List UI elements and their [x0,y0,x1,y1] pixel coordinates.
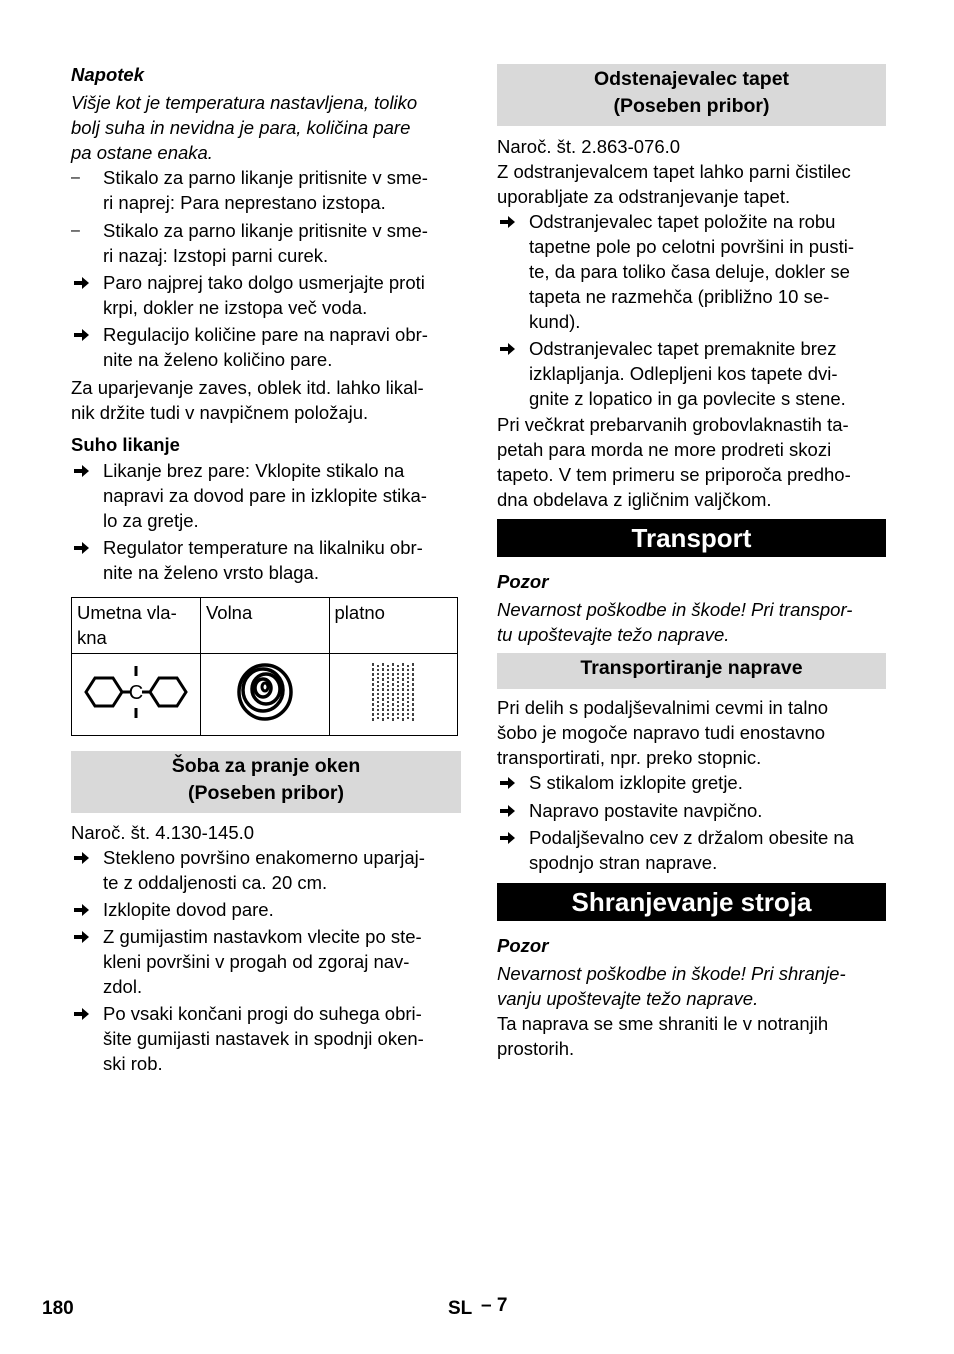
note-text: Višje kot je temperatura nastavljena, toliko bolj suha in nevidna je para, količina pare pa ostane enaka. [71,92,418,163]
list-item: Po vsaki končani progi do suhega obri- šite gumijasti nastavek in spodnji oken- ski rob. [71,1001,461,1076]
list-item: Likanje brez pare: Vklopite stikalo na napravi za dovod pare in izklopite stika- lo za gretje. [71,458,461,533]
arrow-right-icon [74,328,90,342]
caution-title: Pozor [497,935,549,956]
paragraph: Za uparjevanje zaves, oblek itd. lahko likal- nik držite tudi v navpičnem položaju. [71,377,424,423]
table-cell [200,654,329,736]
dash-bullet: – [71,169,80,186]
table-cell: Volna [200,598,329,654]
arrow-right-icon [500,831,516,845]
chapter-heading: Transport [497,519,886,557]
dash-bullet: – [71,222,80,239]
arrow-right-icon [500,776,516,790]
list-item: Odstranjevalec tapet položite na robu tapetne pole po celotni površini in pusti- te, da para toliko časa deluje, dokler se tapeta ne razmehča (približno 10 se- kund). [497,209,886,334]
paragraph: Ta naprava se sme shraniti le v notranjih prostorih. [497,1013,829,1059]
arrow-right-icon [74,276,90,290]
list-item: Regulator temperature na likalniku obr- nite na želeno vrsto blaga. [71,535,461,585]
list-item: Paro najprej tako dolgo usmerjajte proti krpi, dokler ne izstopa več voda. [71,270,461,320]
caution-text: Nevarnost poškodbe in škode! Pri shranje- vanju upoštevajte težo naprave. [497,963,846,1009]
arrow-right-icon [500,804,516,818]
list-item: Regulacijo količine pare na napravi obr- nite na želeno količino pare. [71,322,461,372]
table-cell: platno [329,598,458,654]
synthetic-fibre-icon [78,664,194,720]
arrow-right-icon [74,903,90,917]
list-item: – Stikalo za parno likanje pritisnite v sme- ri nazaj: Izstopi parni curek. [71,220,428,266]
arrow-right-icon [74,930,90,944]
list-item: Z gumijastim nastavkom vlecite po ste- kleni površini v progah od zgoraj nav- zdol. [71,924,461,999]
table-cell [72,654,201,736]
list-item: Izklopite dovod pare. [71,897,461,922]
list-item: Napravo postavite navpično. [497,798,886,823]
table-cell [329,654,458,736]
list-item: Stekleno površino enakomerno uparjaj- te z oddaljenosti ca. 20 cm. [71,845,461,895]
list-item: Podaljševalno cev z držalom obesite na spodnjo stran naprave. [497,825,886,875]
wool-icon [235,662,295,722]
section-title: Suho likanje [71,434,180,455]
order-number: Naroč. št. 4.130-145.0 [71,822,255,843]
chapter-heading: Shranjevanje stroja [497,883,886,921]
linen-icon [369,661,417,723]
fabric-table [71,597,458,736]
language-code: SL [448,1298,473,1319]
svg-text:C: C [128,681,144,704]
arrow-right-icon [500,342,516,356]
caution-text: Nevarnost poškodbe in škode! Pri transpor- tu upoštevajte težo naprave. [497,599,853,645]
arrow-right-icon [74,1007,90,1021]
caution-title: Pozor [497,571,549,592]
paragraph: Z odstranjevalcem tapet lahko parni čistilec uporabljate za odstranjevanje tapet. [497,161,851,207]
order-number: Naroč. št. 2.863-076.0 [497,136,681,157]
paragraph: Pri večkrat prebarvanih grobovlaknastih ta- petah para morda ne more prodreti skozi tapeto. V tem primeru se priporoča predho- dna obdelava z igličnim valjčkom. [497,414,851,510]
section-heading: Transportiranje naprave [497,653,886,689]
list-item: S stikalom izklopite gretje. [497,770,886,795]
paragraph: Pri delih s podaljševalnimi cevmi in talno šobo je mogoče napravo tudi enostavno transportirati, npr. preko stopnic. [497,697,829,768]
arrow-right-icon [500,215,516,229]
page-number: 180 [42,1298,74,1319]
table-cell: Umetna vla- kna [72,598,201,654]
section-heading: Šoba za pranje oken (Poseben pribor) [71,751,461,813]
section-heading: Odstenajevalec tapet (Poseben pribor) [497,64,886,126]
list-item: – Stikalo za parno likanje pritisnite v sme- ri naprej: Para neprestano izstopa. [71,167,428,213]
sub-page-number: – 7 [481,1295,508,1316]
note-title: Napotek [71,64,144,85]
arrow-right-icon [74,851,90,865]
arrow-right-icon [74,541,90,555]
list-item: Odstranjevalec tapet premaknite brez izklapljanja. Odlepljeni kos tapete dvi- gnite z lopatico in ga povlecite s stene. [497,336,886,411]
arrow-right-icon [74,464,90,478]
